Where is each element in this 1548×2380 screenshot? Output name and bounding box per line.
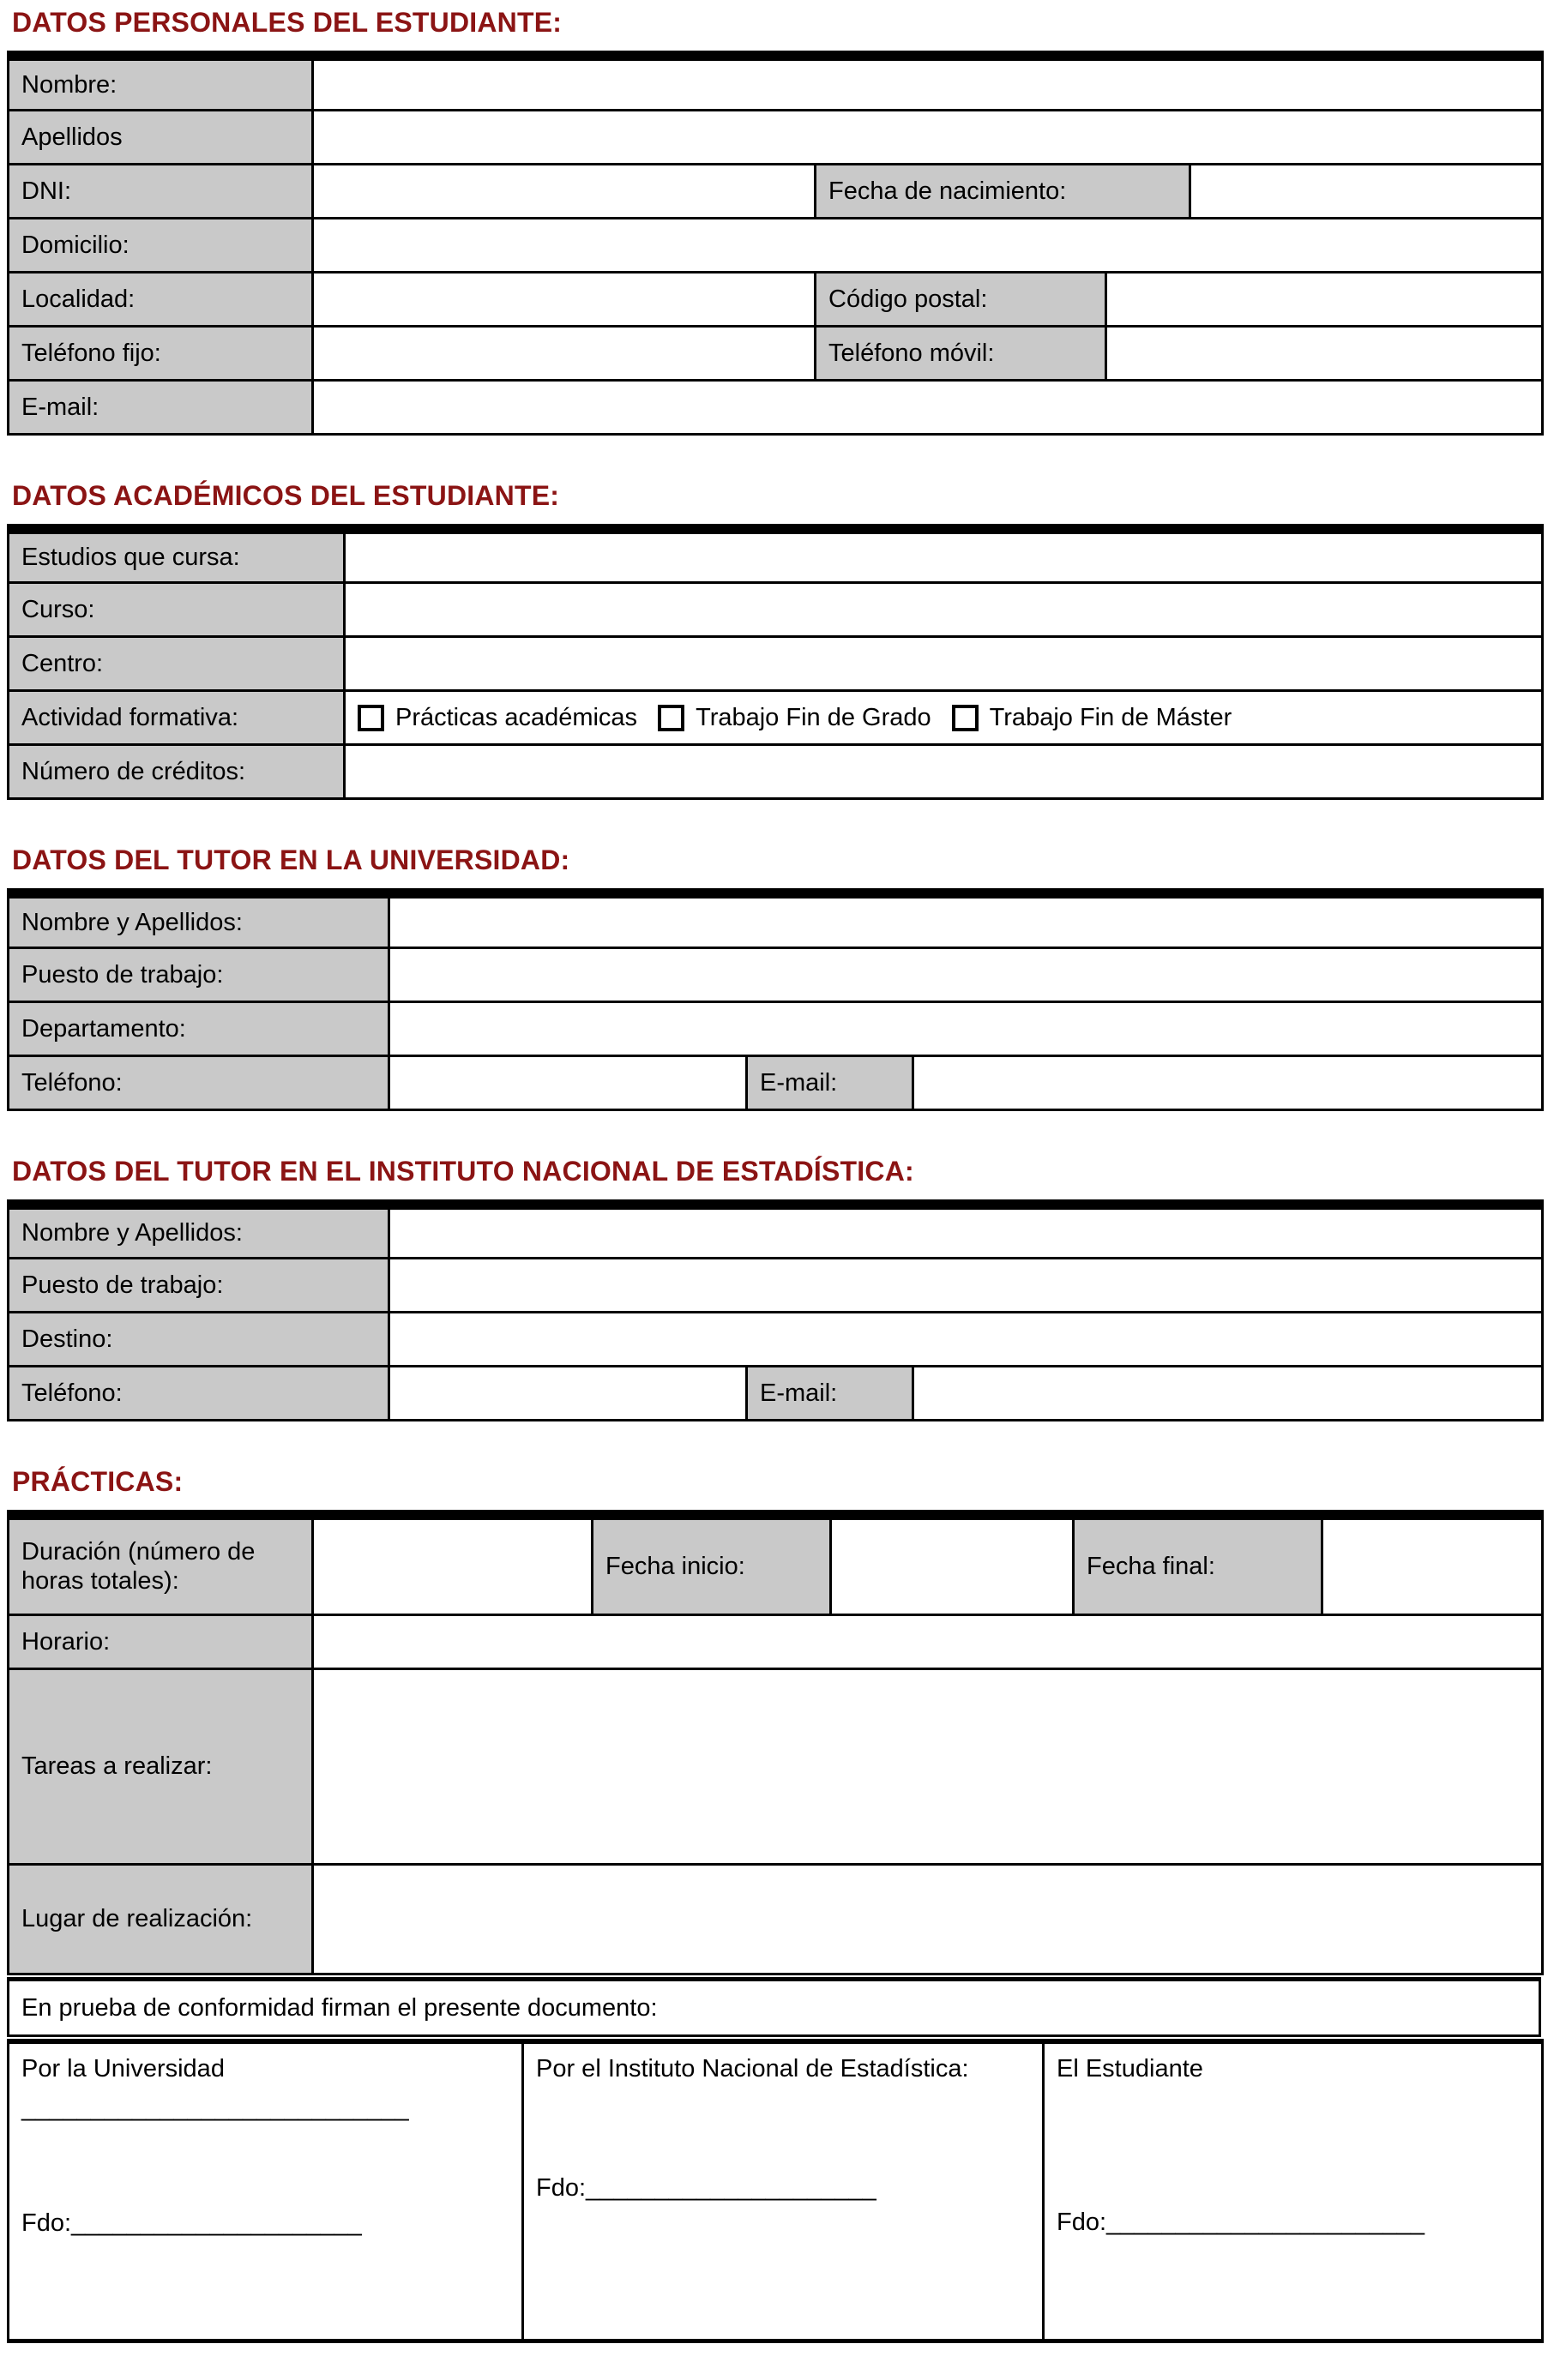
row-actividad-formativa bbox=[9, 691, 1543, 745]
signatures-table bbox=[7, 2039, 1544, 2344]
firma-ine-fdo: Fdo:_____________________ bbox=[536, 2173, 876, 2202]
row-tutor-uni-nombre bbox=[9, 893, 1543, 947]
row-tutor-ine-telefono-email bbox=[9, 1367, 1543, 1421]
option-trabajo-fin-grado bbox=[658, 703, 931, 732]
curso-value-field[interactable] bbox=[345, 583, 1543, 637]
tutor-ine-nombre-value-field[interactable] bbox=[389, 1205, 1543, 1259]
row-tutor-uni-telefono-email bbox=[9, 1055, 1543, 1109]
personal-data-table bbox=[7, 51, 1544, 436]
option-practicas-academicas bbox=[358, 703, 637, 732]
apellidos-value-field[interactable] bbox=[313, 110, 1543, 164]
dni-label: DNI: bbox=[9, 164, 313, 218]
actividad-formativa-label: Actividad formativa: bbox=[9, 691, 345, 745]
codigo-postal-value-field[interactable] bbox=[1106, 272, 1543, 326]
tutor-ine-nombre-label: Nombre y Apellidos: bbox=[9, 1205, 389, 1259]
academic-data-table bbox=[7, 524, 1544, 801]
tareas-label: Tareas a realizar: bbox=[9, 1668, 313, 1864]
row-apellidos bbox=[9, 110, 1543, 164]
tutor-uni-departamento-value-field[interactable] bbox=[389, 1001, 1543, 1055]
ine-tutor-table bbox=[7, 1199, 1544, 1422]
row-dni-fecha-nacimiento bbox=[9, 164, 1543, 218]
firma-universidad-cell bbox=[9, 2041, 523, 2341]
firma-estudiante-cell bbox=[1044, 2041, 1543, 2341]
row-nombre bbox=[9, 56, 1543, 110]
row-estudios bbox=[9, 529, 1543, 583]
tutor-ine-puesto-label: Puesto de trabajo: bbox=[9, 1259, 389, 1313]
tutor-uni-nombre-value-field[interactable] bbox=[389, 893, 1543, 947]
tutor-ine-destino-label: Destino: bbox=[9, 1313, 389, 1367]
centro-value-field[interactable] bbox=[345, 637, 1543, 691]
fecha-inicio-value-field[interactable] bbox=[831, 1515, 1074, 1614]
row-tareas bbox=[9, 1668, 1543, 1864]
horario-value-field[interactable] bbox=[313, 1614, 1543, 1668]
checkbox-trabajo-fin-master-label: Trabajo Fin de Máster bbox=[989, 704, 1232, 731]
apellidos-label: Apellidos bbox=[9, 110, 313, 164]
codigo-postal-label: Código postal: bbox=[816, 272, 1106, 326]
telefono-movil-label: Teléfono móvil: bbox=[816, 326, 1106, 380]
practicas-table bbox=[7, 1510, 1544, 1975]
domicilio-label: Domicilio: bbox=[9, 218, 313, 272]
tutor-ine-telefono-value-field[interactable] bbox=[389, 1367, 747, 1421]
row-duracion-fechas bbox=[9, 1515, 1543, 1614]
telefono-movil-value-field[interactable] bbox=[1106, 326, 1543, 380]
estudios-value-field[interactable] bbox=[345, 529, 1543, 583]
checkbox-practicas-academicas[interactable] bbox=[358, 705, 384, 731]
row-tutor-ine-nombre bbox=[9, 1205, 1543, 1259]
row-localidad-codigo-postal bbox=[9, 272, 1543, 326]
row-telefonos bbox=[9, 326, 1543, 380]
dni-value-field[interactable] bbox=[313, 164, 816, 218]
horario-label: Horario: bbox=[9, 1614, 313, 1668]
section-title-tutor-ine: DATOS DEL TUTOR EN EL INSTITUTO NACIONAL DE ESTADÍSTICA: bbox=[12, 1155, 914, 1187]
row-centro bbox=[9, 637, 1543, 691]
lugar-label: Lugar de realización: bbox=[9, 1864, 313, 1974]
university-tutor-table bbox=[7, 888, 1544, 1111]
firma-ine-cell bbox=[523, 2041, 1044, 2341]
tutor-uni-email-label: E-mail: bbox=[747, 1055, 913, 1109]
email-value-field[interactable] bbox=[313, 380, 1543, 434]
telefono-fijo-label: Teléfono fijo: bbox=[9, 326, 313, 380]
curso-label: Curso: bbox=[9, 583, 345, 637]
row-numero-creditos bbox=[9, 745, 1543, 799]
telefono-fijo-value-field[interactable] bbox=[313, 326, 816, 380]
section-title-tutor-universidad: DATOS DEL TUTOR EN LA UNIVERSIDAD: bbox=[12, 844, 570, 875]
fecha-nacimiento-label: Fecha de nacimiento: bbox=[816, 164, 1190, 218]
email-label: E-mail: bbox=[9, 380, 313, 434]
centro-label: Centro: bbox=[9, 637, 345, 691]
localidad-label: Localidad: bbox=[9, 272, 313, 326]
tutor-ine-destino-value-field[interactable] bbox=[389, 1313, 1543, 1367]
row-lugar bbox=[9, 1864, 1543, 1974]
section-title-datos-personales: DATOS PERSONALES DEL ESTUDIANTE: bbox=[12, 7, 563, 38]
firma-estudiante-titulo: El Estudiante bbox=[1057, 2054, 1203, 2082]
firma-universidad-titulo: Por la Universidad bbox=[21, 2054, 225, 2082]
conformidad-text: En prueba de conformidad firman el presente documento: bbox=[9, 1979, 1540, 2035]
fecha-final-value-field[interactable] bbox=[1322, 1515, 1543, 1614]
nombre-label: Nombre: bbox=[9, 56, 313, 110]
nombre-value-field[interactable] bbox=[313, 56, 1543, 110]
tutor-ine-telefono-label: Teléfono: bbox=[9, 1367, 389, 1421]
domicilio-value-field[interactable] bbox=[313, 218, 1543, 272]
checkbox-practicas-academicas-label: Prácticas académicas bbox=[395, 704, 638, 731]
row-firmas bbox=[9, 2041, 1543, 2341]
row-tutor-uni-departamento bbox=[9, 1001, 1543, 1055]
checkbox-trabajo-fin-master[interactable] bbox=[952, 705, 979, 731]
numero-creditos-label: Número de créditos: bbox=[9, 745, 345, 799]
firma-estudiante-fdo: Fdo:_______________________ bbox=[1057, 2208, 1425, 2236]
tutor-ine-puesto-value-field[interactable] bbox=[389, 1259, 1543, 1313]
tutor-ine-email-label: E-mail: bbox=[747, 1367, 913, 1421]
tareas-value-field[interactable] bbox=[313, 1668, 1543, 1864]
actividad-formativa-options-cell bbox=[345, 691, 1543, 745]
tutor-uni-nombre-label: Nombre y Apellidos: bbox=[9, 893, 389, 947]
internship-form-document bbox=[7, 7, 1541, 2343]
row-tutor-ine-destino bbox=[9, 1313, 1543, 1367]
row-horario bbox=[9, 1614, 1543, 1668]
tutor-uni-departamento-label: Departamento: bbox=[9, 1001, 389, 1055]
section-title-practicas: PRÁCTICAS: bbox=[12, 1466, 184, 1497]
fecha-final-label: Fecha final: bbox=[1074, 1515, 1322, 1614]
fecha-inicio-label: Fecha inicio: bbox=[593, 1515, 831, 1614]
tutor-uni-telefono-value-field[interactable] bbox=[389, 1055, 747, 1109]
row-tutor-ine-puesto bbox=[9, 1259, 1543, 1313]
row-tutor-uni-puesto bbox=[9, 947, 1543, 1001]
tutor-ine-email-value-field[interactable] bbox=[913, 1367, 1543, 1421]
tutor-uni-puesto-value-field[interactable] bbox=[389, 947, 1543, 1001]
duracion-label: Duración (número de horas totales): bbox=[9, 1515, 313, 1614]
checkbox-trabajo-fin-grado[interactable] bbox=[658, 705, 684, 731]
option-trabajo-fin-master bbox=[952, 703, 1232, 732]
checkbox-trabajo-fin-grado-label: Trabajo Fin de Grado bbox=[696, 704, 931, 731]
row-domicilio bbox=[9, 218, 1543, 272]
firma-universidad-fdo: Fdo:_____________________ bbox=[21, 2209, 362, 2237]
lugar-value-field[interactable] bbox=[313, 1864, 1543, 1974]
duracion-value-field[interactable] bbox=[313, 1515, 593, 1614]
tutor-uni-email-value-field[interactable] bbox=[913, 1055, 1543, 1109]
firma-universidad-linea: ____________________________ bbox=[21, 2094, 409, 2122]
fecha-nacimiento-value-field[interactable] bbox=[1190, 164, 1543, 218]
conformity-table bbox=[7, 1977, 1541, 2037]
row-email bbox=[9, 380, 1543, 434]
actividad-options bbox=[358, 703, 1529, 732]
estudios-label: Estudios que cursa: bbox=[9, 529, 345, 583]
tutor-uni-telefono-label: Teléfono: bbox=[9, 1055, 389, 1109]
section-title-datos-academicos: DATOS ACADÉMICOS DEL ESTUDIANTE: bbox=[12, 479, 560, 511]
numero-creditos-value-field[interactable] bbox=[345, 745, 1543, 799]
tutor-uni-puesto-label: Puesto de trabajo: bbox=[9, 947, 389, 1001]
row-curso bbox=[9, 583, 1543, 637]
row-conformidad bbox=[9, 1979, 1540, 2035]
localidad-value-field[interactable] bbox=[313, 272, 816, 326]
firma-ine-titulo: Por el Instituto Nacional de Estadística: bbox=[536, 2054, 969, 2082]
